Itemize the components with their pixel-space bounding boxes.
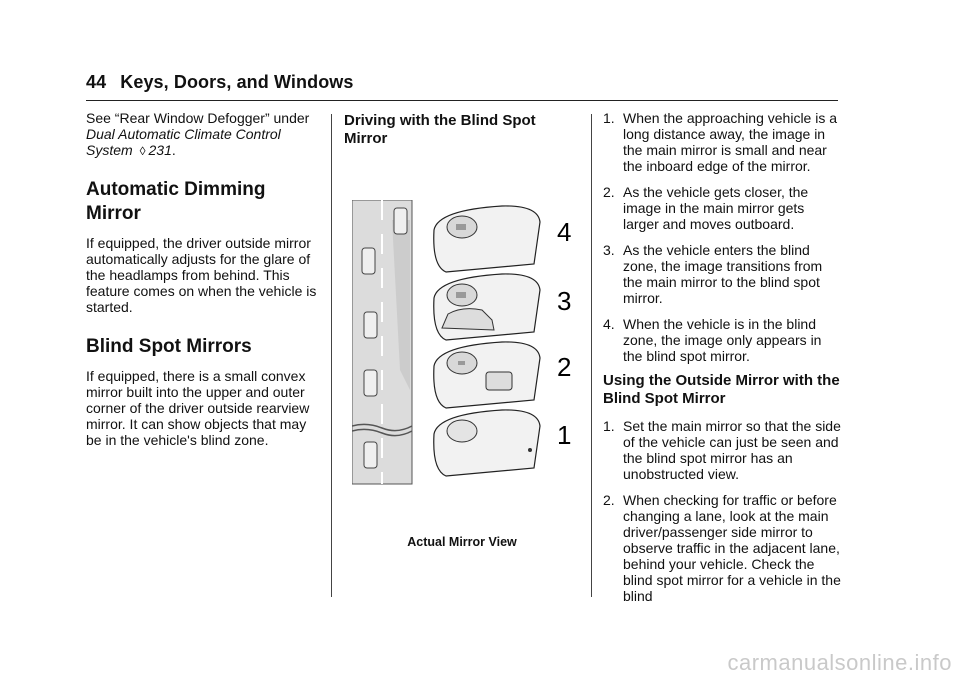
page-header [86,72,838,93]
list-item: 1. Set the main mirror so that the side of the vehicle can just be seen and the blind spot mirror has an unobstructed view. [603,418,841,482]
list-item: 2. As the vehicle gets closer, the image in the main mirror gets larger and moves outboard. [603,184,809,232]
column-left [86,110,322,448]
list-item: 3. As the vehicle enters the blind zone, the image transitions from the main mirror to the blind spot mirror. [603,242,823,306]
stage-label: 4 [557,217,572,247]
stage-label: 2 [557,352,572,382]
mirror-icon [434,274,540,340]
list-item: 2. When checking for traffic or before changing a lane, look at the main driver/passenger side mirror to observe traffic in the adjacent lane, behind your vehicle. Check the blind spot mirror for a vehicle in the blind [603,492,841,604]
outside-mirror-heading: Using the Outside Mirror with the Blind Spot Mirror [603,372,840,407]
mirror-icon [434,410,540,476]
column-right [603,110,841,614]
mirror-icon [434,342,540,408]
blind-spot-body: If equipped, there is a small convex mirror built into the upper and outer corner of the driver outside rearview mirror. It can show objects that may be in the vehicle's blind zone. [86,368,310,448]
outside-mirror-steps [603,418,841,604]
page-number: 44 [86,72,107,92]
defogger-reference: See “Rear Window Defogger” under Dual Automatic Climate Control System ◊ 231. [86,110,310,158]
page-reference-icon: ◊ [139,144,146,158]
blind-spot-heading: Blind Spot Mirrors [86,336,252,357]
column-divider [331,114,332,597]
header-rule [86,100,838,101]
blind-spot-diagram [352,200,578,486]
watermark: carmanualsonline.info [727,650,952,675]
list-item: 4. When the vehicle is in the blind zone, the image only appears in the blind spot mirror. [603,316,822,364]
column-middle [344,110,580,148]
stage-label: 1 [557,420,572,450]
approach-steps [603,110,841,364]
mirror-icon [434,206,540,272]
automatic-dimming-heading: Automatic Dimming Mirror [86,179,266,224]
stage-label: 3 [557,286,572,316]
driving-blind-spot-heading: Driving with the Blind Spot Mirror [344,112,536,147]
climate-control-link[interactable]: Dual Automatic Climate Control System ◊ 231 [86,126,281,158]
list-item: 1. When the approaching vehicle is a long distance away, the image in the main mirror is small and near the inboard edge of the mirror. [603,110,838,174]
column-divider [591,114,592,597]
section-title: Keys, Doors, and Windows [120,72,354,92]
figure-caption: Actual Mirror View [407,535,517,549]
automatic-dimming-body: If equipped, the driver outside mirror automatically adjusts for the glare of the headlamps from behind. This feature comes on when the vehicle is started. [86,235,317,315]
